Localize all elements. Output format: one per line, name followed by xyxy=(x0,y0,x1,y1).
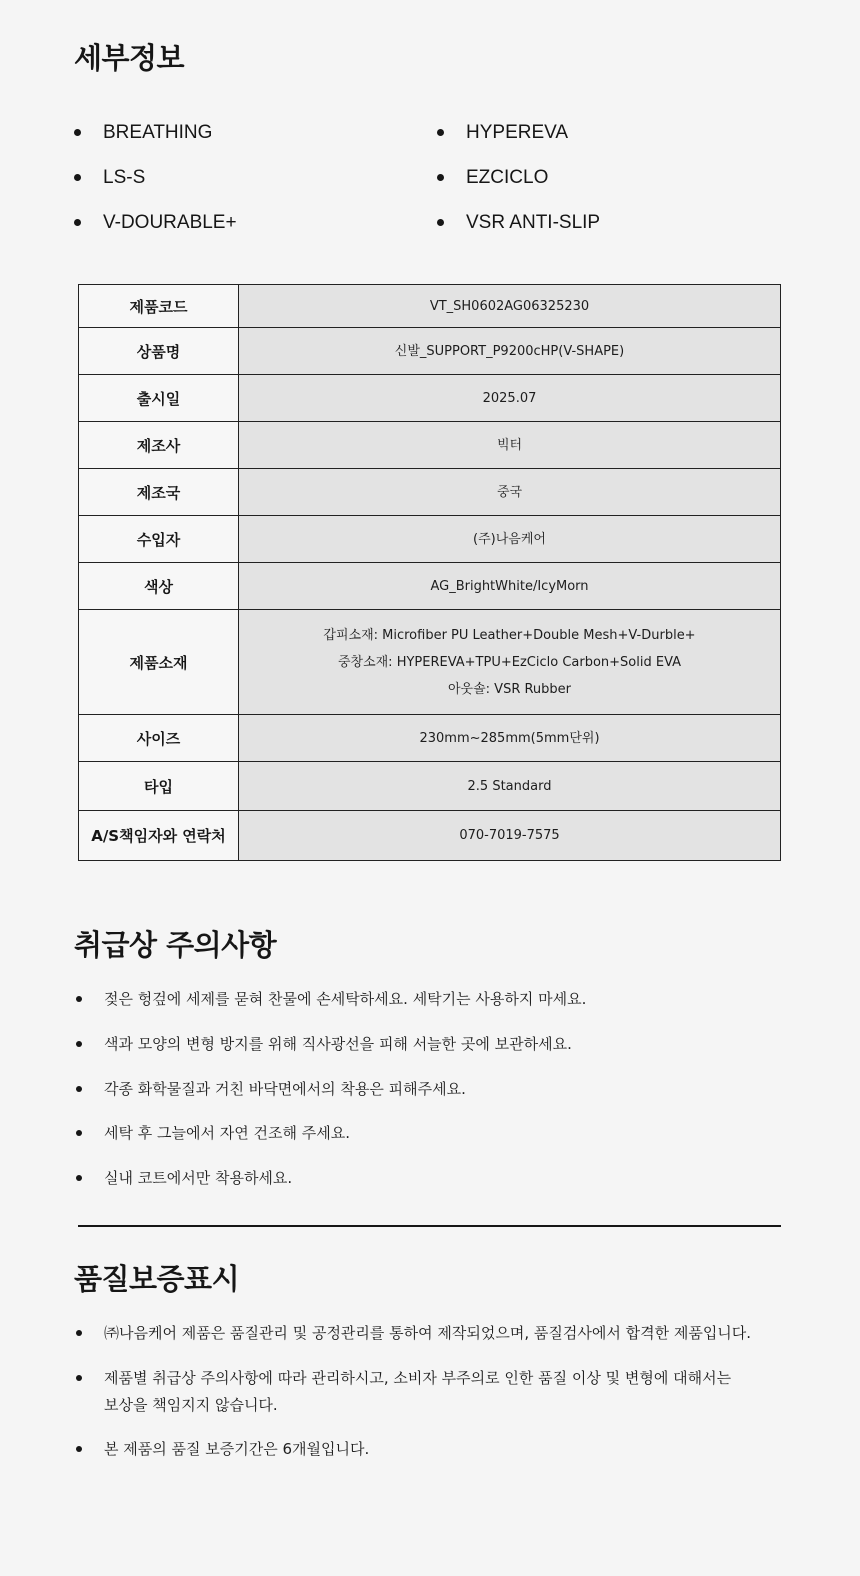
care-title: 취급상 주의사항 xyxy=(74,928,277,962)
spec-label: 출시일 xyxy=(79,375,239,422)
section-divider xyxy=(78,1225,781,1227)
list-item: ㈜나음케어 제품은 품질관리 및 공정관리를 통하여 제작되었으며, 품질검사에서 합격한 제품입니다. xyxy=(104,1320,751,1347)
spec-label: A/S책임자와 연락처 xyxy=(79,811,239,861)
bullet-dot xyxy=(76,996,82,1002)
spec-table xyxy=(78,284,781,861)
table-row xyxy=(79,516,781,563)
bullet-dot xyxy=(76,1175,82,1181)
details-title: 세부정보 xyxy=(74,41,185,75)
spec-label: 사이즈 xyxy=(79,715,239,762)
table-row xyxy=(79,610,781,715)
spec-value: 신발_SUPPORT_P9200cHP(V-SHAPE) xyxy=(239,328,781,375)
feature-item: V-DOURABLE+ xyxy=(103,212,237,234)
spec-label: 상품명 xyxy=(79,328,239,375)
list-item: 본 제품의 품질 보증기간은 6개월입니다. xyxy=(104,1436,369,1463)
bullet-dot xyxy=(76,1330,82,1336)
spec-value: 빅터 xyxy=(239,422,781,469)
table-row xyxy=(79,285,781,328)
bullet-dot xyxy=(76,1446,82,1452)
spec-label: 수입자 xyxy=(79,516,239,563)
spec-label: 제조국 xyxy=(79,469,239,516)
spec-value: 230mm~285mm(5mm단위) xyxy=(239,715,781,762)
spec-value: 중국 xyxy=(239,469,781,516)
bullet-dot xyxy=(437,219,444,226)
spec-value: 갑피소재: Microfiber PU Leather+Double Mesh+V-Durble+ 중창소재: HYPEREVA+TPU+EzCiclo Carbon+Solid EVA 아웃솔: VSR Rubber xyxy=(239,610,781,715)
table-row xyxy=(79,715,781,762)
table-row xyxy=(79,563,781,610)
list-item: 제품별 취급상 주의사항에 따라 관리하시고, 소비자 부주의로 인한 품질 이상 및 변형에 대해서는 보상을 책임지지 않습니다. xyxy=(104,1365,731,1419)
spec-label: 제품소재 xyxy=(79,610,239,715)
bullet-dot xyxy=(74,219,81,226)
table-row xyxy=(79,375,781,422)
bullet-dot xyxy=(437,174,444,181)
bullet-dot xyxy=(437,129,444,136)
table-row xyxy=(79,422,781,469)
spec-value: VT_SH0602AG06325230 xyxy=(239,285,781,328)
feature-item: LS-S xyxy=(103,167,145,189)
spec-value: 2.5 Standard xyxy=(239,762,781,811)
feature-item: VSR ANTI-SLIP xyxy=(466,212,600,234)
bullet-dot xyxy=(76,1375,82,1381)
list-item: 실내 코트에서만 착용하세요. xyxy=(104,1165,292,1192)
spec-value: 2025.07 xyxy=(239,375,781,422)
spec-label: 타입 xyxy=(79,762,239,811)
list-item: 각종 화학물질과 거친 바닥면에서의 착용은 피해주세요. xyxy=(104,1076,466,1103)
table-row xyxy=(79,811,781,861)
spec-value: 070-7019-7575 xyxy=(239,811,781,861)
bullet-dot xyxy=(74,129,81,136)
spec-value: (주)나음케어 xyxy=(239,516,781,563)
table-row xyxy=(79,762,781,811)
warranty-title: 품질보증표시 xyxy=(74,1262,240,1296)
feature-item: BREATHING xyxy=(103,122,212,144)
bullet-dot xyxy=(74,174,81,181)
spec-label: 제조사 xyxy=(79,422,239,469)
feature-item: EZCICLO xyxy=(466,167,548,189)
spec-label: 제품코드 xyxy=(79,285,239,328)
list-item: 젖은 헝겊에 세제를 묻혀 찬물에 손세탁하세요. 세탁기는 사용하지 마세요. xyxy=(104,986,586,1013)
bullet-dot xyxy=(76,1130,82,1136)
spec-label: 색상 xyxy=(79,563,239,610)
table-row xyxy=(79,328,781,375)
list-item: 색과 모양의 변형 방지를 위해 직사광선을 피해 서늘한 곳에 보관하세요. xyxy=(104,1031,572,1058)
feature-item: HYPEREVA xyxy=(466,122,568,144)
table-row xyxy=(79,469,781,516)
bullet-dot xyxy=(76,1086,82,1092)
list-item: 세탁 후 그늘에서 자연 건조해 주세요. xyxy=(104,1120,350,1147)
bullet-dot xyxy=(76,1041,82,1047)
spec-value: AG_BrightWhite/IcyMorn xyxy=(239,563,781,610)
